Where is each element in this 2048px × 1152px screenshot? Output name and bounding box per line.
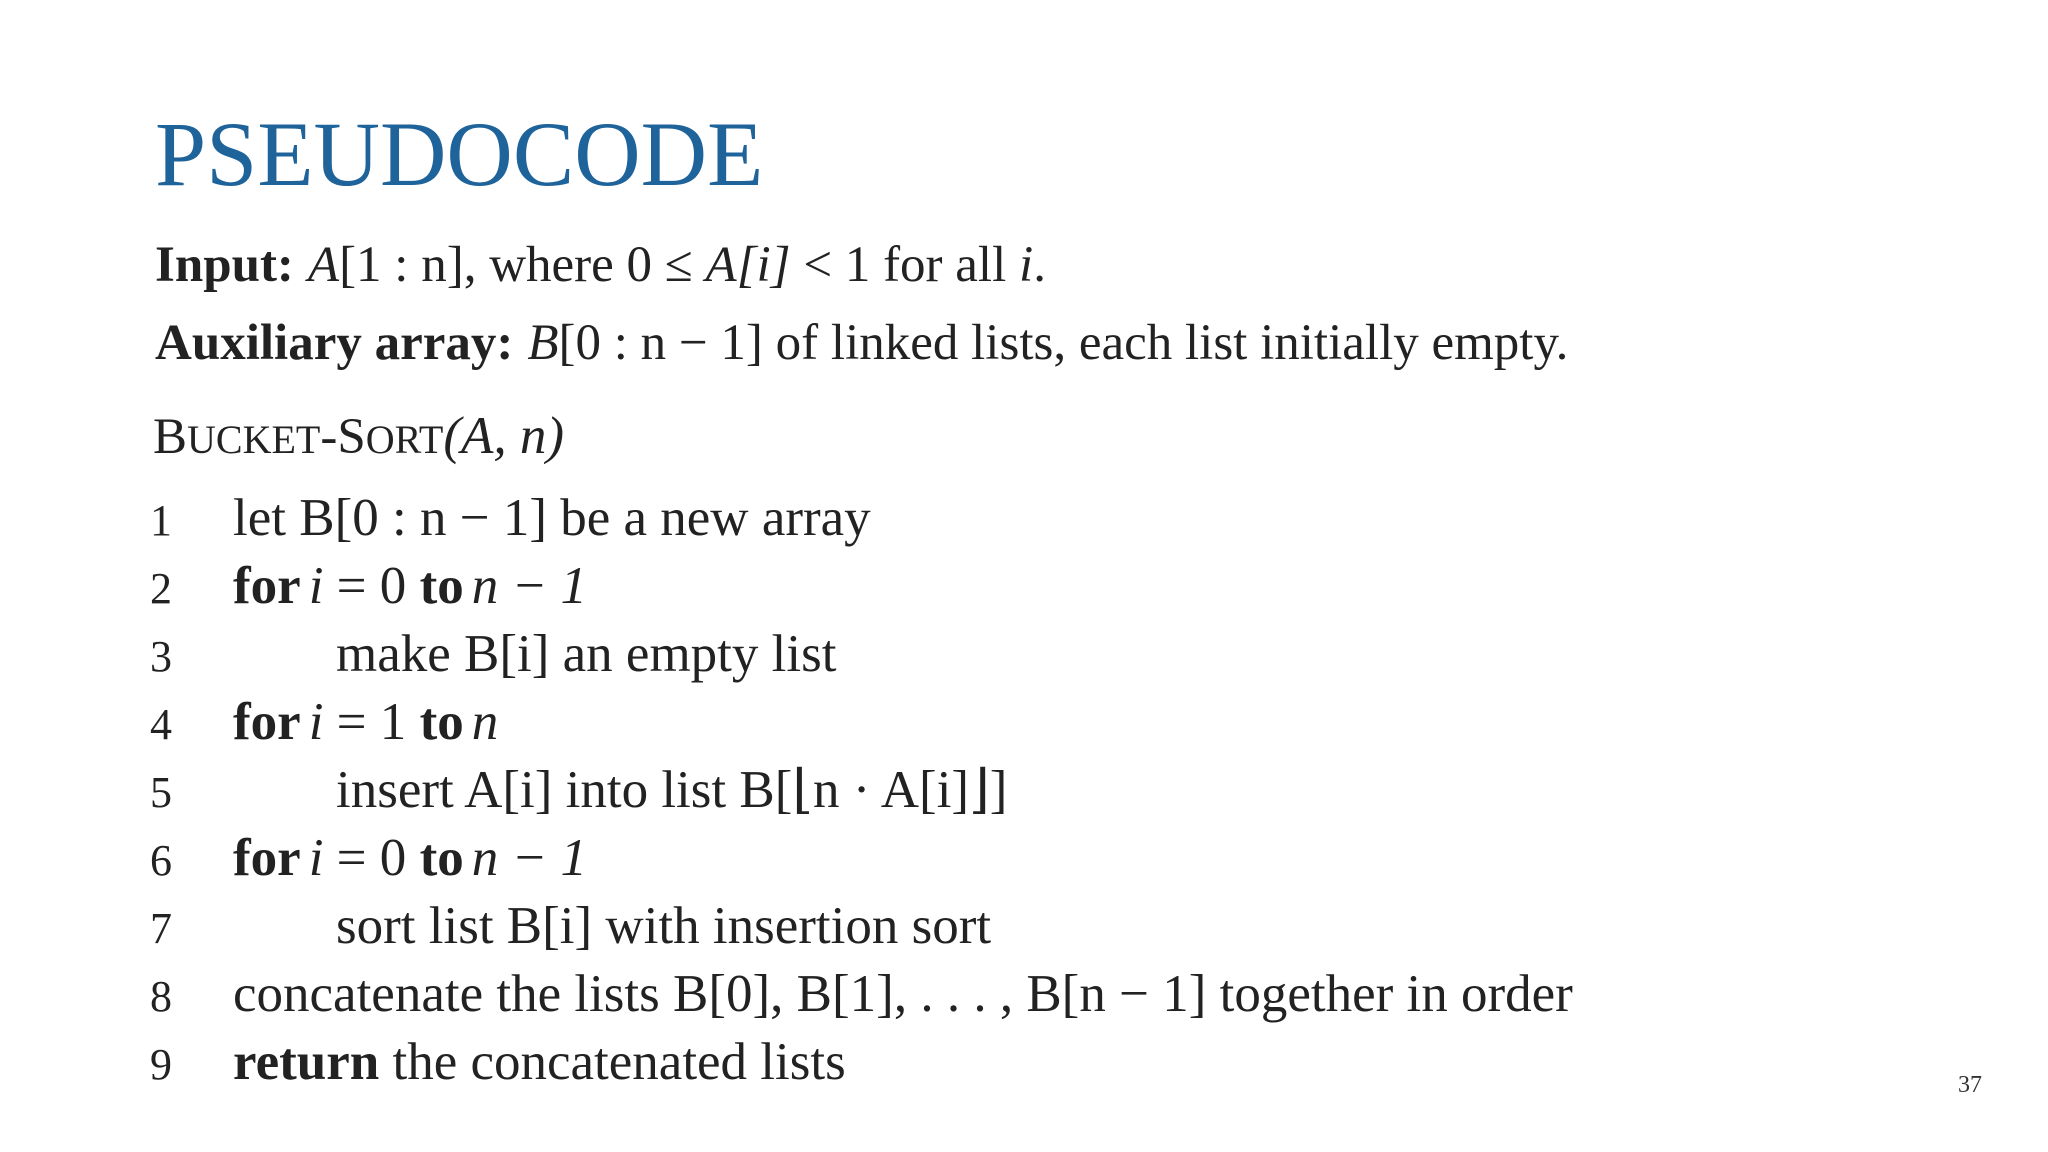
line-number: 6 xyxy=(150,836,172,885)
line-text: for i = 0 to n − 1 xyxy=(233,557,587,615)
page-number: 37 xyxy=(1958,1072,1982,1098)
input-variable: i xyxy=(1019,237,1034,293)
line-text: return the concatenated lists xyxy=(233,1033,846,1091)
aux-text: of linked lists, each list initially empty. xyxy=(762,315,1569,371)
code-line-9 xyxy=(0,1033,1800,1104)
line-number: 1 xyxy=(150,496,172,545)
line-number: 2 xyxy=(150,564,172,613)
line-text: for i = 0 to n − 1 xyxy=(233,829,587,887)
code-line-7 xyxy=(0,897,1800,968)
line-text: let B[0 : n − 1] be a new array xyxy=(233,489,871,547)
input-text-mid: , where 0 ≤ xyxy=(463,237,706,293)
slide-title: PSEUDOCODE xyxy=(155,103,764,205)
code-line-3 xyxy=(0,625,1800,696)
line-text: insert A[i] into list B[⌊n · A[i]⌋] xyxy=(336,761,1008,819)
procedure-params: (A, n) xyxy=(443,407,565,465)
code-line-2 xyxy=(0,557,1800,628)
input-period: . xyxy=(1033,237,1046,293)
line-text: sort list B[i] with insertion sort xyxy=(336,897,992,955)
code-line-6 xyxy=(0,829,1800,900)
input-array-name: A xyxy=(307,237,340,293)
input-spec xyxy=(155,237,1046,293)
aux-label: Auxiliary array: xyxy=(155,315,514,371)
input-array-range: [1 : n] xyxy=(339,237,464,293)
code-line-4 xyxy=(0,693,1800,764)
input-element: A[i] xyxy=(705,237,791,293)
line-number: 4 xyxy=(150,700,172,749)
line-number: 3 xyxy=(150,632,172,681)
code-line-8 xyxy=(0,965,1800,1036)
line-number: 9 xyxy=(150,1040,172,1089)
line-number: 5 xyxy=(150,768,172,817)
line-text: for i = 1 to n xyxy=(233,693,499,751)
aux-array-name: B xyxy=(527,315,559,371)
line-text: make B[i] an empty list xyxy=(336,625,837,683)
input-text-end: < 1 for all xyxy=(790,237,1020,293)
code-line-5 xyxy=(0,761,1800,832)
aux-spec xyxy=(155,315,1569,371)
line-text: concatenate the lists B[0], B[1], . . . , B[n − 1] together in order xyxy=(233,965,1573,1023)
line-number: 8 xyxy=(150,972,172,1021)
line-number: 7 xyxy=(150,904,172,953)
procedure-name: BUCKET-SORT(A, n) xyxy=(153,407,565,465)
input-label: Input: xyxy=(155,237,294,293)
code-line-1 xyxy=(0,489,1800,560)
aux-array-range: [0 : n − 1] xyxy=(558,315,763,371)
